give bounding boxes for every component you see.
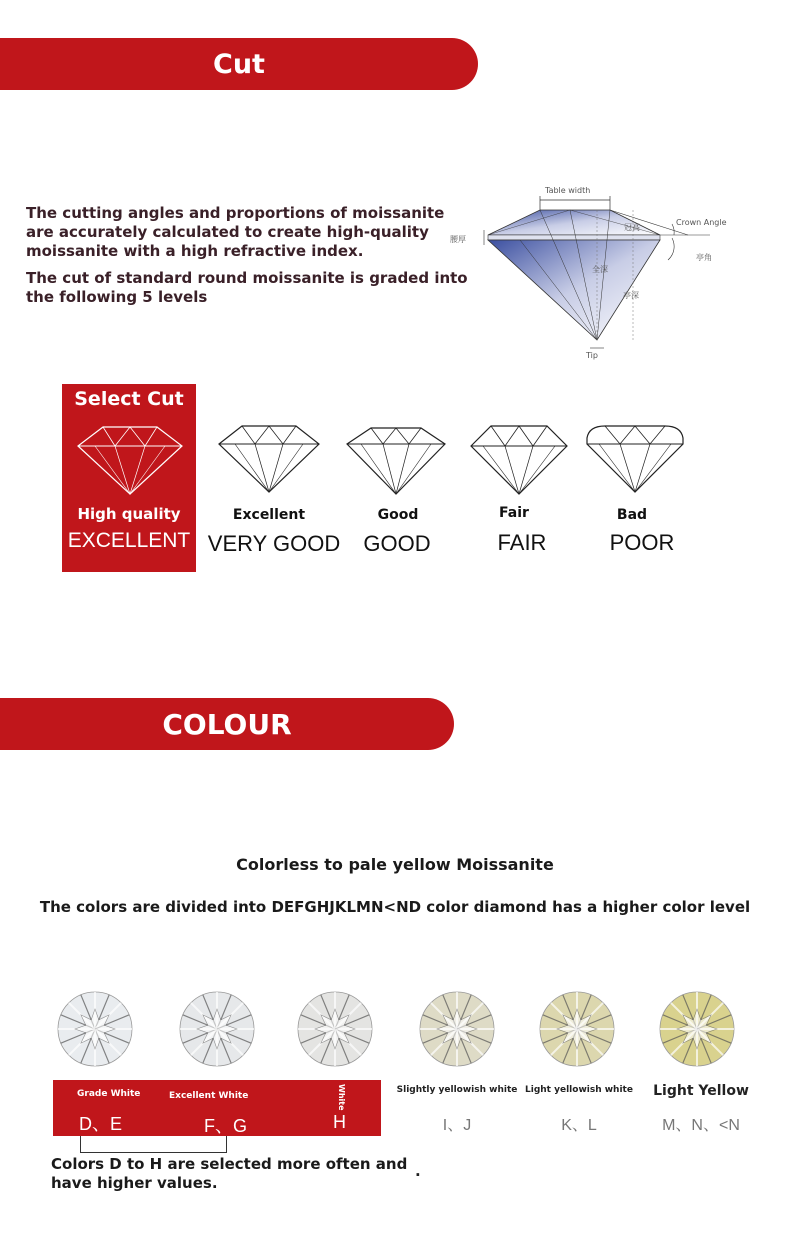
colour-banner-title: COLOUR [162,707,292,741]
grade-h: H [333,1112,346,1132]
select-cut-title: Select Cut [74,388,184,410]
colour-note: Colors D to H are selected more often and have higher values. [51,1155,408,1192]
gem-excellent-icon [75,424,185,496]
table-width-label: Table width [545,186,591,195]
stone-ij-image [418,990,496,1068]
white-grades-box [53,1080,381,1136]
white-label: White [337,1084,346,1111]
gem-poor-icon [585,424,685,494]
total-depth-label: 全深 [592,265,608,274]
pavilion-angle-label: 亭角 [696,253,712,262]
stone-fg-image [178,990,256,1068]
stone-mn-image [658,990,736,1068]
tip-label: Tip [586,351,598,360]
excellent-white-label: Excellent White [169,1091,249,1101]
cut-level-grade-fair: FAIR [497,530,547,555]
cut-level-grade-good: GOOD [363,531,431,556]
grade-de: D、E [79,1114,123,1134]
girdle-label: 腰厚 [450,235,466,244]
grade-mn: M、N、<N [662,1117,740,1134]
de-fg-bracket [80,1136,227,1153]
cut-description: The cutting angles and proportions of moissanite are accurately calculated to create high-quality moissanite with a high refractive index. [26,204,445,260]
grade-fg: F、G [204,1116,247,1136]
light-yellowish-label: Light yellowish white [525,1085,633,1095]
colour-subtitle: The colors are divided into DEFGHJKLMN<ND color diamond has a higher color level [39,898,751,916]
cut-level-word-good: Good [377,507,419,523]
cut-level-grade-very-good: VERY GOOD [207,531,341,556]
cut-level-word-fair: Fair [499,505,529,521]
cut-level-word-very-good: Excellent [232,507,306,523]
grade-kl: K、L [561,1117,597,1134]
stone-h-image [296,990,374,1068]
gem-fair-icon [469,424,569,496]
cut-banner [0,38,478,90]
colour-note-dot: . [415,1162,421,1180]
light-yellow-label: Light Yellow [653,1083,749,1099]
gem-very-good-icon [217,424,321,494]
cut-level-grade-poor: POOR [609,530,675,555]
cut-proportion-diagram [450,180,770,365]
crown-height-label: 冠高 [624,223,640,232]
cut-banner-title: Cut [213,48,265,80]
stone-de-image [56,990,134,1068]
gem-good-icon [345,426,447,496]
cut-level-grade-excellent: EXCELLENT [67,529,191,552]
grade-white-label: Grade White [77,1089,141,1099]
slightly-yellowish-label: Slightly yellowish white [396,1085,518,1095]
colour-title: Colorless to pale yellow Moissanite [236,855,554,874]
colour-banner [0,698,454,750]
cut-level-word-poor: Bad [616,507,648,523]
cut-levels-description: The cut of standard round moissanite is graded into the following 5 levels [26,269,468,306]
pavilion-depth-label: 亭深 [623,291,639,300]
cut-level-word-excellent: High quality [77,505,181,523]
crown-angle-label: Crown Angle [676,218,727,227]
grade-ij: I、J [442,1117,472,1134]
stone-kl-image [538,990,616,1068]
